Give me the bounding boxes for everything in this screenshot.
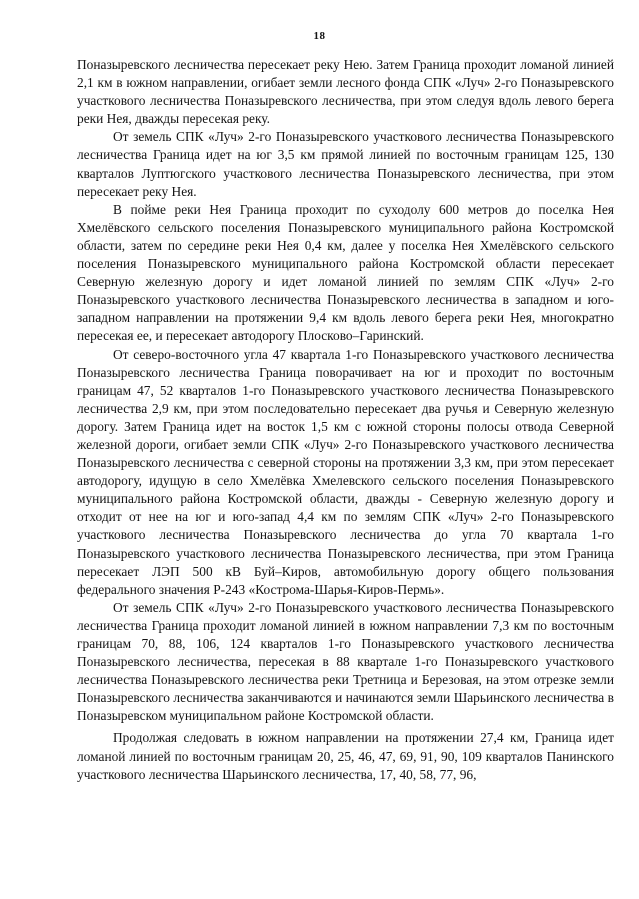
paragraph-4: От северо-восточного угла 47 квартала 1-го Поназыревского участкового лесничества Поназыревского лесничества Граница поворачивает на юг и проходит по восточным границам 47, 52 кварталов 1-го Поназыревского участкового лесничества Поназыревского лесничества 2,9 км, при этом последовательно пересекает два ручья и Северную железную дорогу. Затем Граница идет на восток 1,5 км с южной стороны полосы отвода Северной железной дороги, огибает земли СПК «Луч» 2-го Поназыревского участкового лесничества Поназыревского лесничества с северной стороны на протяжении 3,3 км, при этом пересекает автодорогу, идущую в село Хмелёвка Хмелевского сельского поселения Поназыревского муниципального района Костромской области, дважды - Северную железную дорогу и отходит от нее на юг и юго-запад 4,4 км по землям СПК «Луч» 2-го Поназыревского участкового лесничества Поназыревского лесничества до угла 70 квартала 1-го Поназыревского участкового лесничества Поназыревского лесничества, при этом Граница пересекает ЛЭП 500 кВ Буй–Киров, автомобильную дорогу общего пользования федерального значения Р-243 «Кострома-Шарья-Киров-Пермь». xyxy=(77,346,614,597)
page-number: 18 xyxy=(313,30,326,42)
paragraph-1: Поназыревского лесничества пересекает реку Нею. Затем Граница проходит ломаной линией 2,1 км в южном направлении, огибает земли лесного фонда СПК «Луч» 2-го Поназыревского участкового лесничества Поназыревского лесничества, при этом следуя вдоль левого берега реки Нея, дважды пересекая реку. xyxy=(77,57,614,127)
paragraph-5: От земель СПК «Луч» 2-го Поназыревского участкового лесничества Поназыревского лесничества Граница проходит ломаной линией в южном направлении 7,3 км по восточным границам 70, 88, 106, 124 кварталов 1-го Поназыревского участкового лесничества Поназыревского лесничества, пересекая в 88 квартале 1-го Поназыревского участкового лесничества Поназыревского лесничества реки Третница и Березовая, на этом отрезке земли Поназыревского лесничества заканчиваются и начинаются земли Шарьинского лесничества в Поназыревском муниципальном районе Костромской области. xyxy=(77,599,614,724)
paragraph-3: В пойме реки Нея Граница проходит по суходолу 600 метров до поселка Нея Хмелёвского сельского поселения Поназыревского муниципального района Костромской области, затем по середине реки Нея 0,4 км, далее у поселка Нея Хмелёвского сельского поселения Поназыревского муниципального района Костромской области пересекает Северную железную дорогу и идет ломаной линией по землям СПК «Луч» 2-го Поназыревского участкового лесничества Поназыревского лесничества в западном и юго-западном направлении на протяжении 9,4 км вдоль левого берега реки Нея, многократно пересекая ее, и пересекает автодорогу Плосково–Гаринский. xyxy=(77,201,614,344)
paragraph-6: Продолжая следовать в южном направлении на протяжении 27,4 км, Граница идет ломаной линией по восточным границам 20, 25, 46, 47, 69, 91, 90, 109 кварталов Панинского участкового лесничества Шарьинского лесничества, 17, 40, 58, 77, 96, xyxy=(77,730,614,782)
paragraph-2: От земель СПК «Луч» 2-го Поназыревского участкового лесничества Поназыревского лесничества Граница идет на юг 3,5 км прямой линией по восточным границам 125, 130 кварталов Луптюгского участкового лесничества Поназыревского лесничества, при этом пересекает реку Нея. xyxy=(77,129,614,199)
document-body xyxy=(77,56,614,784)
